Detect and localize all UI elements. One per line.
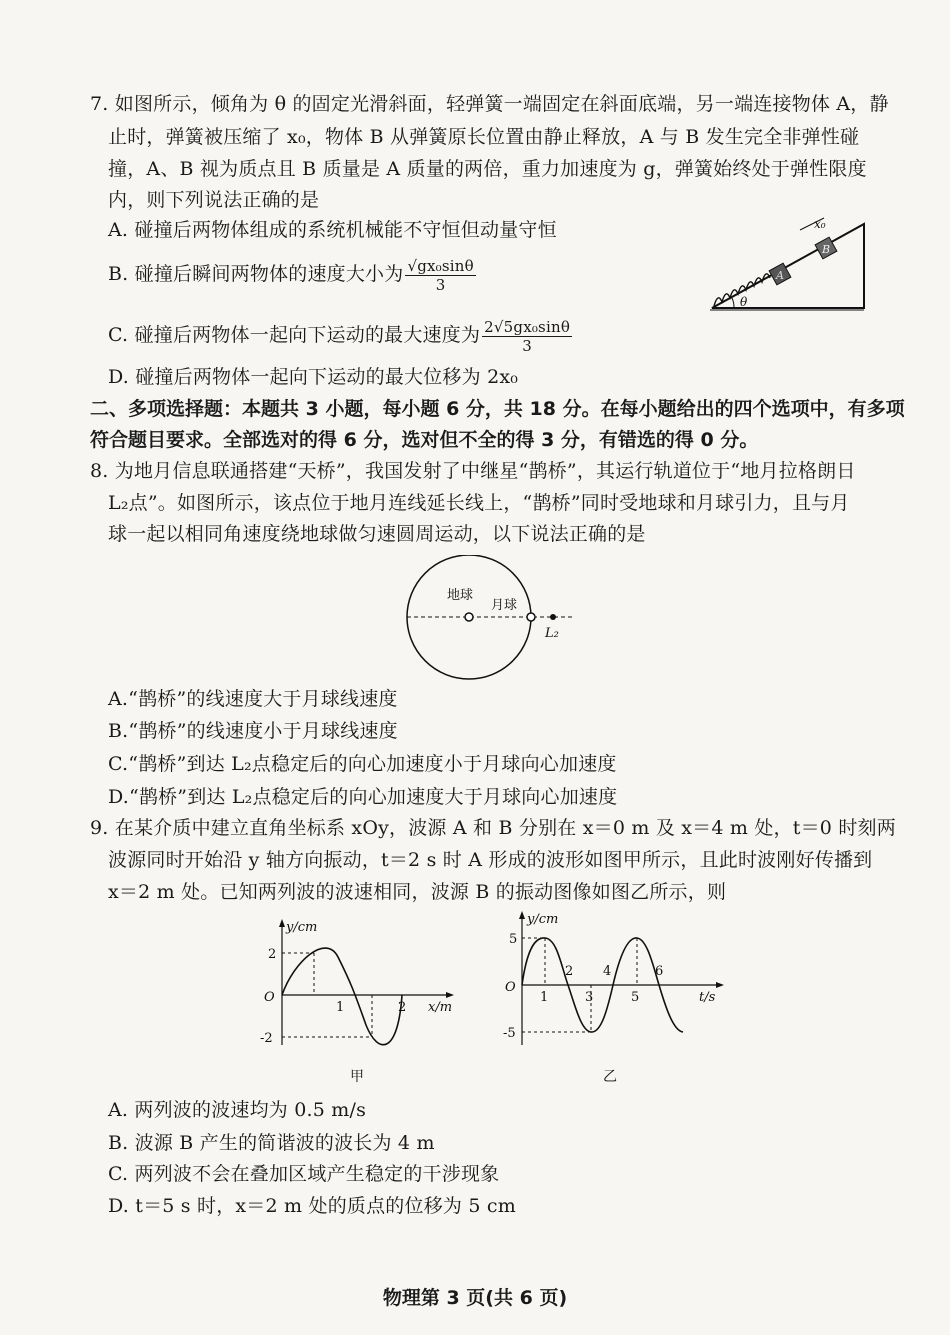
label-earth: 地球: [447, 588, 474, 603]
graph-jia-origin: O: [264, 990, 275, 1005]
graph-yi-xlabel: t/s: [699, 990, 716, 1005]
graph-yi-xtick-1: 1: [540, 990, 549, 1005]
label-block-b: B: [822, 243, 831, 256]
label-theta: θ: [740, 295, 748, 309]
q7-option-c-fraction: [482, 318, 572, 355]
graph-yi-caption: 乙: [603, 1069, 617, 1085]
section-2-header-line-2: 符合题目要求。全部选对的得 6 分，选对但不全的得 3 分，有错选的得 0 分。: [90, 429, 759, 451]
graph-yi-ytick-5: 5: [509, 932, 518, 947]
earth-dot: [465, 613, 473, 621]
q8-line-3: 球一起以相同角速度绕地球做匀速圆周运动，以下说法正确的是: [108, 523, 646, 545]
graph-jia-ylabel: y/cm: [286, 920, 318, 935]
q7-option-b-fraction: [405, 257, 475, 294]
label-l2: L₂: [545, 626, 559, 641]
q7-option-d: D. 碰撞后两物体一起向下运动的最大位移为 2x₀: [108, 366, 519, 388]
incline-surface: [712, 224, 864, 308]
moon-dot: [527, 613, 535, 621]
q7-option-b-numerator: √gx₀sinθ: [407, 256, 474, 275]
q7-line-3: 撞，A、B 视为质点且 B 质量是 A 质量的两倍，重力加速度为 g，弹簧始终处于弹性限度: [108, 158, 867, 180]
graph-jia-xlabel: x/m: [428, 1000, 453, 1015]
section-2-header-line-1: 二、多项选择题：本题共 3 小题，每小题 6 分，共 18 分。在每小题给出的四个选项中，有多项: [90, 398, 905, 420]
graph-jia-x-arrow: [446, 992, 454, 998]
q9-option-c: C. 两列波不会在叠加区域产生稳定的干涉现象: [108, 1163, 500, 1185]
q9-option-a: A. 两列波的波速均为 0.5 m/s: [108, 1099, 367, 1121]
label-block-a: A: [776, 269, 784, 282]
q9-option-d: D. t＝5 s 时，x＝2 m 处的质点的位移为 5 cm: [108, 1195, 516, 1217]
graph-yi-x-arrow: [716, 982, 724, 988]
page-footer: 物理第 3 页(共 6 页): [382, 1287, 568, 1309]
graph-yi-xtick-5: 5: [631, 990, 640, 1005]
q7-option-b-denominator: 3: [435, 275, 446, 294]
q8-line-1: 8. 为地月信息联通搭建“天桥”，我国发射了中继星“鹊桥”，其运行轨道位于“地月拉格朗日: [90, 460, 856, 482]
graph-jia-waveform: [250, 915, 470, 1090]
q7-option-c-text: C. 碰撞后两物体一起向下运动的最大速度为: [108, 324, 481, 346]
q7-option-a: A. 碰撞后两物体组成的系统机械能不守恒但动量守恒: [108, 219, 557, 241]
q9-option-b: B. 波源 B 产生的简谐波的波长为 4 m: [108, 1132, 435, 1154]
q7-option-b-text: B. 碰撞后瞬间两物体的速度大小为: [108, 263, 404, 285]
graph-jia-caption: 甲: [350, 1069, 364, 1085]
graph-yi-xtick-2: 2: [565, 964, 574, 979]
graph-yi-xtick-3: 3: [585, 990, 594, 1005]
graph-yi-y-arrow: [519, 911, 525, 919]
q7-line-1: 7. 如图所示，倾角为 θ 的固定光滑斜面，轻弹簧一端固定在斜面底端，另一端连接物体 A，静: [90, 93, 889, 115]
graph-yi-xtick-4: 4: [603, 964, 612, 979]
graph-yi-ytick-neg5: -5: [503, 1026, 516, 1041]
graph-jia-xtick-2: 2: [398, 1000, 407, 1015]
graph-jia-xtick-1: 1: [336, 1000, 345, 1015]
q7-option-c: [108, 315, 574, 355]
q7-line-2: 止时，弹簧被压缩了 x₀，物体 B 从弹簧原长位置由静止释放，A 与 B 发生完全非弹性碰: [108, 126, 860, 148]
q8-option-b: B.“鹊桥”的线速度小于月球线速度: [108, 720, 398, 742]
q7-option-c-denominator: 3: [522, 336, 532, 355]
graph-yi-xtick-6: 6: [655, 964, 664, 979]
earth-moon-orbit-figure: [395, 555, 595, 685]
incline-spring-figure: [700, 210, 870, 315]
q9-line-1: 9. 在某介质中建立直角坐标系 xOy，波源 A 和 B 分别在 x＝0 m 及 x＝4 m 处，t＝0 时刻两: [90, 817, 896, 839]
angle-arc: [732, 298, 734, 308]
label-moon: 月球: [491, 598, 518, 613]
graph-yi-ylabel: y/cm: [527, 912, 559, 927]
l2-dot: [550, 614, 556, 620]
graph-yi-origin: O: [505, 980, 516, 995]
graph-yi-vibration: [495, 905, 735, 1090]
q8-option-a: A.“鹊桥”的线速度大于月球线速度: [108, 688, 398, 710]
q7-option-c-numerator: 2√5gx₀sinθ: [484, 317, 571, 336]
q8-option-d: D.“鹊桥”到达 L₂点稳定后的向心加速度大于月球向心加速度: [108, 786, 618, 808]
q7-option-b: [108, 254, 478, 294]
q7-line-4: 内，则下列说法正确的是: [108, 189, 320, 211]
graph-jia-y-arrow: [279, 919, 285, 927]
q9-line-2: 波源同时开始沿 y 轴方向振动，t＝2 s 时 A 形成的波形如图甲所示，且此时波刚好传播到: [108, 849, 873, 871]
q9-line-3: x＝2 m 处。已知两列波的波速相同，波源 B 的振动图像如图乙所示，则: [108, 881, 727, 903]
graph-jia-ytick-neg2: -2: [260, 1031, 273, 1046]
q8-line-2: L₂点”。如图所示，该点位于地月连线延长线上，“鹊桥”同时受地球和月球引力，且与月: [108, 492, 850, 514]
graph-jia-ytick-2: 2: [268, 947, 277, 962]
label-x0: x₀: [814, 217, 826, 231]
graph-jia-curve: [282, 948, 402, 1045]
q8-option-c: C.“鹊桥”到达 L₂点稳定后的向心加速度小于月球向心加速度: [108, 753, 617, 775]
